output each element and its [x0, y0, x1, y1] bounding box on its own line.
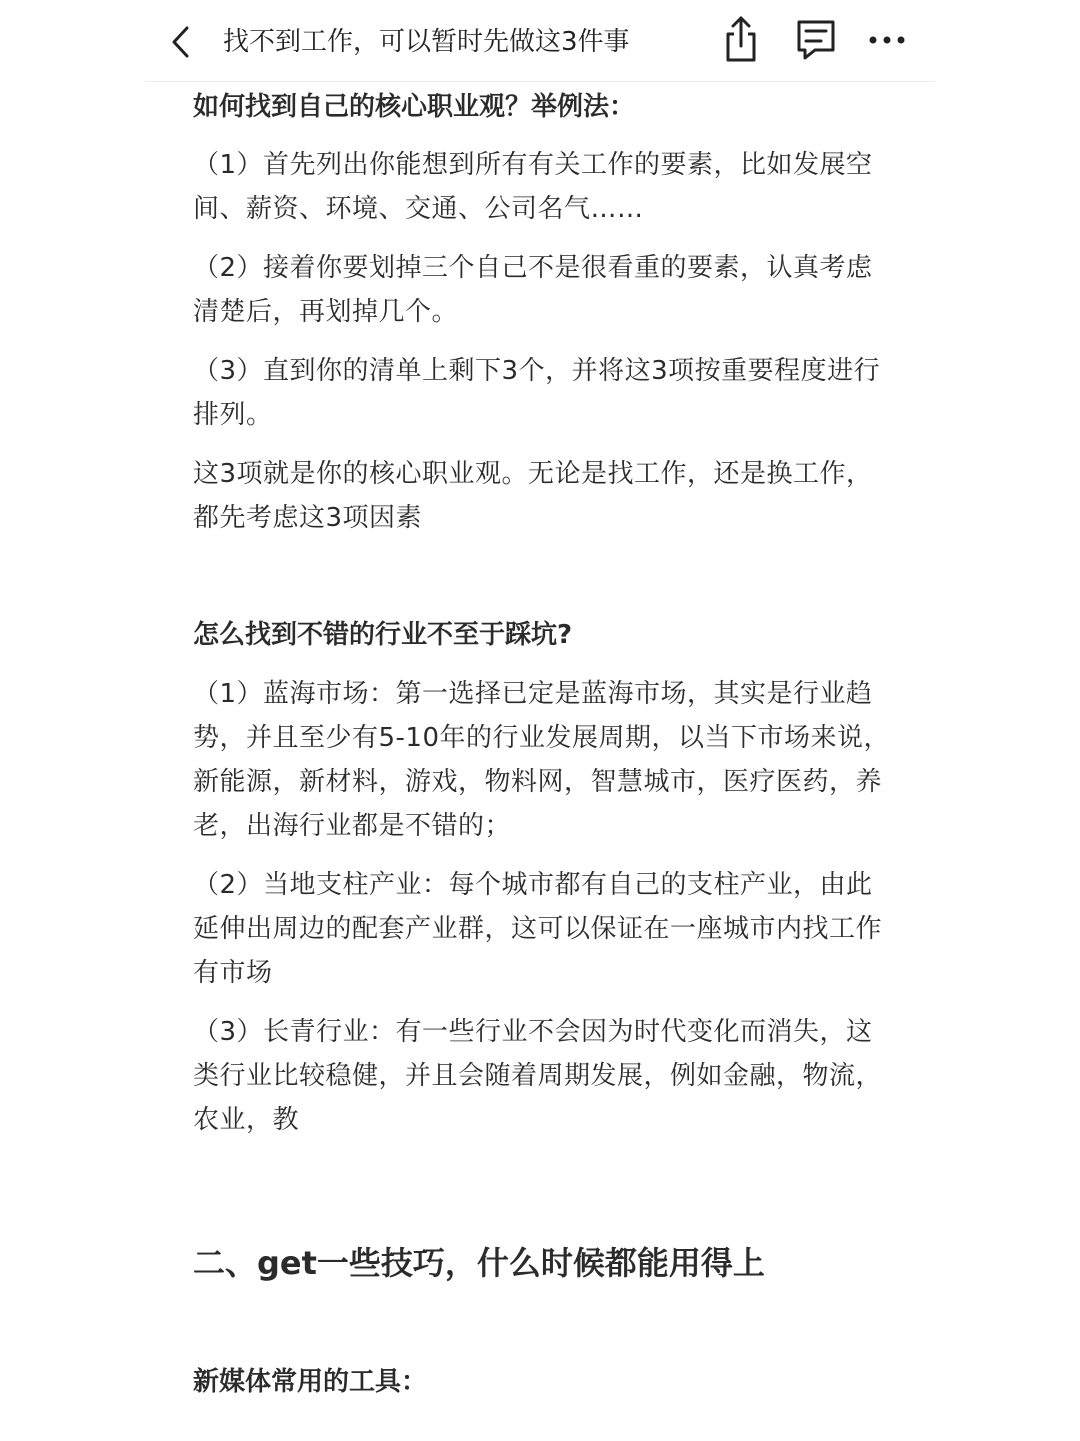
- section-heading-tips: 二、get一些技巧，什么时候都能用得上: [193, 1244, 765, 1282]
- page-title: 找不到工作，可以暂时先做这3件事: [223, 27, 630, 57]
- heading-new-media-tools: 新媒体常用的工具：: [193, 1367, 428, 1397]
- heading-core-career-view: 如何找到自己的核心职业观？举例法：: [193, 92, 636, 122]
- back-button[interactable]: [165, 22, 197, 62]
- paragraph-blue-ocean: （1）蓝海市场：第一选择已定是蓝海市场，其实是行业趋势，并且至少有5-10年的行业发展周期，以当下市场来说，新能源，新材料，游戏，物料网，智慧城市，医疗医药，养老，出海行业都是不错的；: [193, 679, 891, 841]
- chevron-left-icon: [165, 22, 197, 62]
- paragraph-step-2: （2）接着你要划掉三个自己不是很看重的要素，认真考虑清楚后，再划掉几个。: [193, 253, 873, 327]
- comment-button[interactable]: [791, 14, 839, 66]
- paragraph-summary: 这3项就是你的核心职业观。无论是找工作，还是换工作，都先考虑这3项因素: [193, 459, 873, 533]
- comment-icon: [791, 14, 839, 66]
- paragraph-step-1: （1）首先列出你能想到所有有关工作的要素，比如发展空间、薪资、环境、交通、公司名气……: [193, 150, 873, 224]
- paragraph-step-3: （3）直到你的清单上剩下3个，并将这3项按重要程度进行排列。: [193, 356, 881, 430]
- paragraph-evergreen-industry: （3）长青行业：有一些行业不会因为时代变化而消失，这类行业比较稳健，并且会随着周期发展，例如金融，物流，农业，教: [193, 1017, 883, 1135]
- more-icon: [863, 14, 911, 66]
- share-button[interactable]: [717, 14, 765, 66]
- more-button[interactable]: [863, 14, 911, 66]
- top-bar: [145, 0, 935, 82]
- share-icon: [717, 14, 765, 66]
- heading-good-industry: 怎么找到不错的行业不至于踩坑?: [193, 620, 573, 650]
- paragraph-pillar-industry: （2）当地支柱产业：每个城市都有自己的支柱产业，由此延伸出周边的配套产业群，这可以保证在一座城市内找工作有市场: [193, 870, 883, 988]
